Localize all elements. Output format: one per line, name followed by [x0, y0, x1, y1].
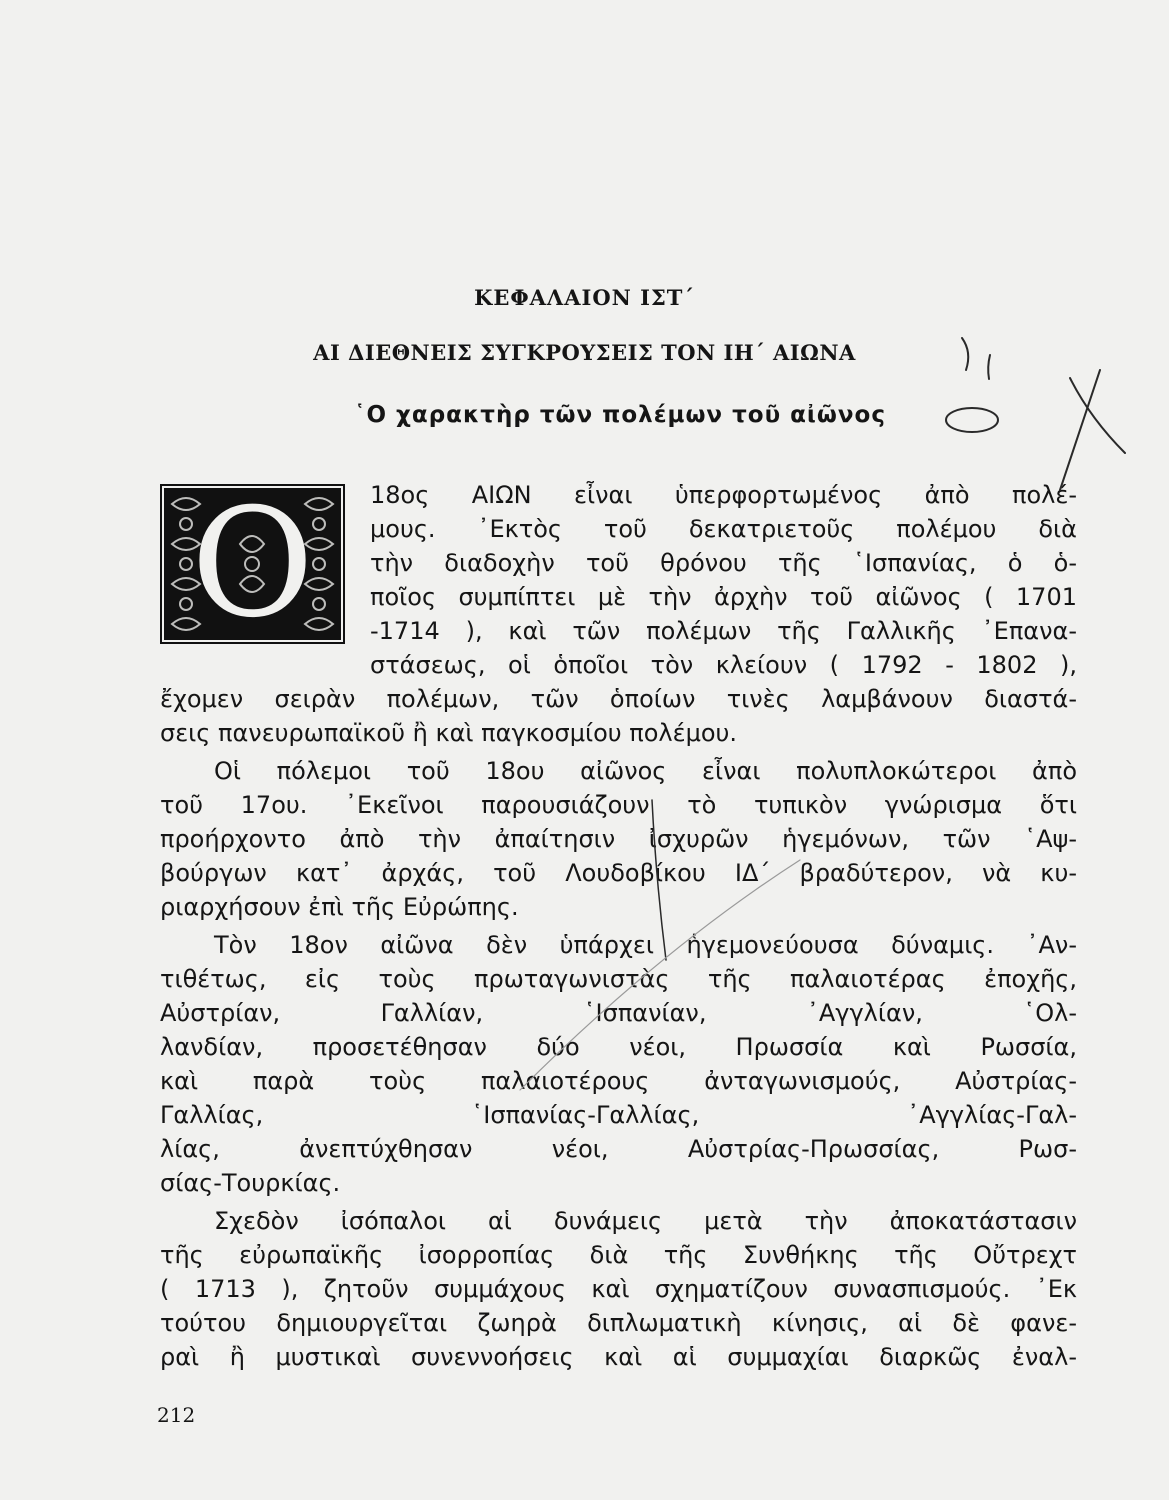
text-line: 18ος ΑΙΩΝ εἶναι ὑπερφορτωμένος ἀπὸ πολέ-: [370, 481, 1077, 509]
text-line: ἔχομεν σειρὰν πολέμων, τῶν ὁποίων τινὲς λαμβάνουν διαστά-: [160, 685, 1077, 713]
text-line: ριαρχήσουν ἐπὶ τῆς Εὐρώπης.: [160, 893, 519, 921]
text-line: Σχεδὸν ἰσόπαλοι αἱ δυνάμεις μετὰ τὴν ἀποκατάστασιν: [214, 1207, 1077, 1235]
text-line: προήρχοντο ἀπὸ τὴν ἀπαίτησιν ἰσχυρῶν ἡγεμόνων, τῶν ῾Αψ-: [160, 825, 1077, 853]
text-line: Αὐστρίαν, Γαλλίαν, ῾Ισπανίαν, ᾿Αγγλίαν, ῾Ολ-: [160, 999, 1077, 1027]
text-line: τῆς εὐρωπαϊκῆς ἰσορροπίας διὰ τῆς Συνθήκης τῆς Οὔτρεχτ: [160, 1241, 1077, 1269]
text-line: -1714 ), καὶ τῶν πολέμων τῆς Γαλλικῆς ᾿Επανα-: [370, 617, 1077, 645]
text-line: Οἱ πόλεμοι τοῦ 18ου αἰῶνος εἶναι πολυπλοκώτεροι ἀπὸ: [214, 757, 1077, 785]
text-line: λανδίαν, προσετέθησαν δύο νέοι, Πρωσσία καὶ Ρωσσία,: [160, 1033, 1077, 1061]
text-line: ( 1713 ), ζητοῦν συμμάχους καὶ σχηματίζουν συνασπισμούς. ᾿Εκ: [160, 1275, 1077, 1303]
text-line: λίας, ἀνεπτύχθησαν νέοι, Αὐστρίας-Πρωσσίας, Ρωσ-: [160, 1135, 1077, 1163]
text-line: καὶ παρὰ τοὺς παλαιοτέρους ἀνταγωνισμούς, Αὐστρίας-: [160, 1067, 1077, 1095]
text-line: τοῦ 17ου. ᾿Εκεῖνοι παρουσιάζουν τὸ τυπικὸν γνώρισμα ὅτι: [160, 791, 1077, 819]
text-line: βούργων κατ᾿ ἀρχάς, τοῦ Λουδοβίκου ΙΔ΄ βραδύτερον, νὰ κυ-: [160, 859, 1077, 887]
text-line: Γαλλίας, ῾Ισπανίας-Γαλλίας, ᾿Αγγλίας-Γαλ-: [160, 1101, 1077, 1129]
drop-cap-letter: Ο: [191, 484, 314, 644]
section-title: ΑΙ ΔΙΕΘΝΕΙΣ ΣΥΓΚΡΟΥΣΕΙΣ ΤΟΝ ΙΗ΄ ΑΙΩΝΑ: [313, 340, 856, 365]
text-line: τούτου δημιουργεῖται ζωηρὰ διπλωματικὴ κίνησις, αἱ δὲ φανε-: [160, 1309, 1077, 1337]
text-line: μους. ᾿Εκτὸς τοῦ δεκατριετοῦς πολέμου διὰ: [370, 515, 1077, 543]
text-line: σίας-Τουρκίας.: [160, 1169, 341, 1197]
text-line: στάσεως, οἱ ὁποῖοι τὸν κλείουν ( 1792 - 1802 ),: [370, 651, 1077, 679]
chapter-heading: ΚΕΦΑΛΑΙΟΝ ΙΣΤ΄: [474, 285, 695, 310]
page-number: 212: [157, 1403, 196, 1427]
decorated-initial: [160, 484, 345, 644]
text-line: Τὸν 18ον αἰῶνα δὲν ὑπάρχει ἡγεμονεύουσα δύναμις. ᾿Αν-: [214, 931, 1077, 959]
text-line: σεις πανευρωπαϊκοῦ ἢ καὶ παγκοσμίου πολέμου.: [160, 719, 738, 747]
text-line: τιθέτως, εἰς τοὺς πρωταγωνιστὰς τῆς παλαιοτέρας ἐποχῆς,: [160, 965, 1077, 993]
subsection-title: ῾Ο χαρακτὴρ τῶν πολέμων τοῦ αἰῶνος: [354, 402, 886, 428]
text-line: τὴν διαδοχὴν τοῦ θρόνου τῆς ῾Ισπανίας, ὁ ὁ-: [370, 549, 1077, 577]
text-line: ποῖος συμπίπτει μὲ τὴν ἀρχὴν τοῦ αἰῶνος ( 1701: [370, 583, 1077, 611]
text-line: ραὶ ἢ μυστικαὶ συνεννοήσεις καὶ αἱ συμμαχίαι διαρκῶς ἐναλ-: [160, 1343, 1077, 1371]
pen-cross-mark-2: [1060, 370, 1100, 490]
